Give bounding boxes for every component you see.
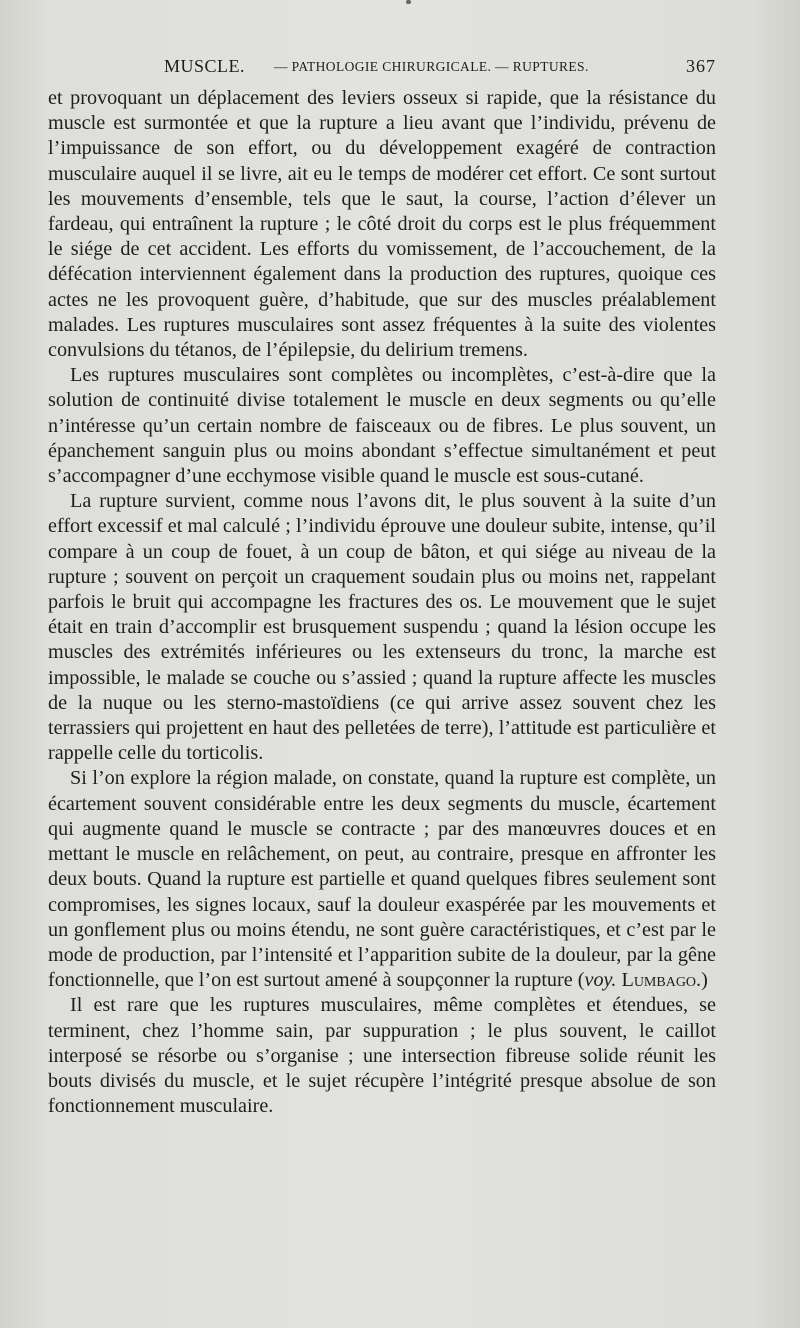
paragraph-4 bbox=[48, 766, 716, 993]
paragraph-2: Les ruptures musculaires sont complètes ou incomplètes, c’est-à-dire que la solution de continuité divise totalement le muscle en deux segments ou qu’elle n’intéresse qu’un certain nombre de faisceaux ou de fibres. Le plus souvent, un épanchement sanguin plus ou moins abondant s’effectue simultanément et peut s’accompagner d’une ecchymose visible quand le muscle est sous-cutané. bbox=[48, 364, 716, 488]
header-subtitle: — PATHOLOGIE CHIRURGICALE. — RUPTURES. bbox=[274, 59, 589, 74]
print-speck bbox=[406, 0, 411, 4]
header-section: MUSCLE. bbox=[164, 56, 246, 76]
reference-close: .) bbox=[696, 969, 708, 992]
paragraph-4-text: Si l’on explore la région malade, on constate, quand la rupture est complète, un écartement souvent considérable entre les deux segments du muscle, écartement qui augmente quand le muscle se contracte ; par des manœuvres douces et en mettant le muscle en relâchement, on peut, au contraire, presque en affronter les deux bouts. Quand la rupture est partielle et quand quelques fibres seulement sont compromises, les signes locaux, sauf la douleur exaspérée par les mouvements et un gonflement plus ou moins étendu, ne sont guère caractéristiques, et c’est par le mode de production, par l’intensité et l’apparition subite de la douleur, par la gêne fonctionnelle, que l’on est surtout amené à soupçonner la rupture ( bbox=[48, 767, 716, 992]
lumbago-reference: Lumbago bbox=[621, 969, 697, 992]
paragraph-3: La rupture survient, comme nous l’avons dit, le plus souvent à la suite d’un effort excessif et mal calculé ; l’individu éprouve une douleur subite, intense, qu’il compare à un coup de fouet, à un coup de bâton, et qui siége au niveau de la rupture ; souvent on perçoit un craquement soudain plus ou moins net, rappelant parfois le bruit qui accompagne les fractures des os. Le mouvement que le sujet était en train d’accomplir est brusquement suspendu ; quand la lésion occupe les muscles des extrémités inférieures ou les extenseurs du tronc, la marche est impossible, le malade se couche ou s’assied ; quand la rupture affecte les muscles de la nuque ou les sterno-mastoïdiens (ce qui arrive assez souvent chez les terrassiers qui projettent en haut des pelletées de terre), l’attitude est particulière et rappelle celle du torticolis. bbox=[48, 490, 716, 765]
voy-reference: voy. bbox=[584, 969, 617, 992]
paragraph-1: et provoquant un déplacement des leviers osseux si rapide, que la résistance du muscle est surmontée et que la rupture a lieu avant que l’individu, prévenu de l’impuissance de son effort, ou du développement exagéré de contraction musculaire auquel il se livre, ait eu le temps de modérer cet effort. Ce sont surtout les mouvements d’ensemble, tels que le saut, la course, l’action d’élever un fardeau, qui entraînent la rupture ; le côté droit du corps est le plus fréquemment le siége de cet accident. Les efforts du vomissement, de l’accouchement, de la défécation interviennent également dans la production des ruptures, quoique ces actes ne les provoquent guère, d’habitude, que sur des muscles préalablement malades. Les ruptures musculaires sont assez fréquentes à la suite des violentes convulsions du tétanos, de l’épilepsie, du delirium tremens. bbox=[48, 87, 716, 362]
page-number: 367 bbox=[686, 56, 716, 76]
running-header bbox=[48, 52, 716, 82]
paragraph-5: Il est rare que les ruptures musculaires, même complètes et étendues, se terminent, chez l’homme sain, par suppuration ; le plus souvent, le caillot interposé se résorbe ou s’organise ; une intersection fibreuse solide réunit les bouts divisés du muscle, et le sujet récupère l’intégrité presque absolue de son fonctionnement musculaire. bbox=[48, 994, 716, 1118]
body-text bbox=[48, 86, 716, 1119]
